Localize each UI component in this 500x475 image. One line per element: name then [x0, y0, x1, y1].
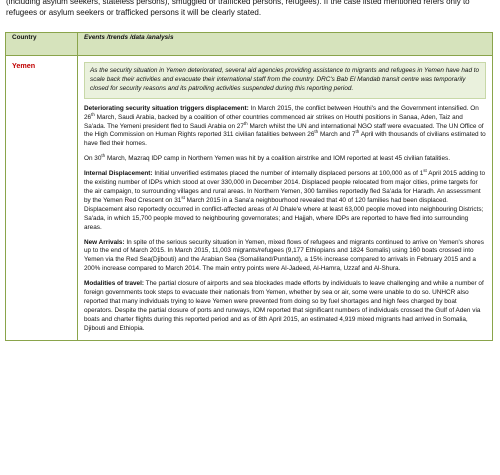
country-cell	[6, 56, 78, 341]
paragraph-modalities-of-travel: Modalities of travel: The partial closure of airports and sea blockades made efforts by individuals to leave challenging and while a number of foreign governments took steps to evacuate their nationals from Yemen, whether by sea or air, some were unable to do so. UNHCR also reported that many individuals trying to leave Yemen were prevented from doing so by fuel shortages and high fees charged by boat operators. Despite the partial closure of ports and runways, IOM reported that significant numbers of individuals crossed the Gulf of Aden via boats and charter flights during this reported period and as of 8th April 2015, an estimated 4,919 mixed migrants had arrived in Somalia, Djibouti and Ethiopia.	[84, 280, 484, 332]
paragraph-mazraq-camp: On 30th March, Mazraq IDP camp in Northern Yemen was hit by a coalition airstrike and IOM reported at least 45 civilian fatalities.	[84, 153, 450, 163]
intro-text	[6, 0, 492, 18]
country-name: Yemen	[12, 61, 36, 70]
paragraph-lead: Deteriorating security situation triggers displacement:	[84, 104, 249, 112]
paragraph-lead: New Arrivals:	[84, 238, 125, 246]
intro-line-1: (including asylum seekers, stateless persons), smuggled or trafficked persons, refugees). If the case listed mentioned refers only to	[6, 0, 470, 6]
intro-line-2: refugees or asylum seekers or trafficked persons it will be clearly stated.	[6, 8, 262, 17]
table-header-row	[6, 33, 493, 56]
events-column-header: Events /trends /data /analysis	[78, 33, 493, 56]
paragraph-internal-displacement: Internal Displacement: Initial unverified estimates placed the number of internally displaced persons at 100,000 as of 1st April 2015 adding to the existing number of IDPs which stood at over 330,000 in December 2014. Displaced people relocated from major cities, prime targets for the air campaign, to surrounding villages and rural areas. In Northern Yemen, 300 families reportedly fled Sa'ada for Haradh. An assessment by the Yemen Red Crescent on 31st March 2015 in a Sana'a neighbourhood revealed that 40 of 120 families had been displaced. Displacement also reportedly occurred in conflict-affected areas of Al Dhale'e where at least 63,000 people moved into neighbouring Districts; Sa'ada, in which 15,700 people moved to neighbouring governorates; and Hajjah, where IDPs are reported to have fled into surrounding areas.	[84, 168, 486, 231]
paragraph-lead: Modalities of travel:	[84, 280, 145, 288]
table-row	[6, 56, 493, 341]
events-cell	[78, 56, 493, 341]
paragraph-security-displacement: Deteriorating security situation triggers displacement: In March 2015, the conflict between Houthi's and the Government intensified. On 26th March, Saudi Arabia, backed by a coalition of other countries commenced air strikes on Houthi positions in Sanaa, Aden, Taiz and Sa'ada. The Yemeni president fled to Saudi Arabia on 27th March whilst the UN and international NGO staff were evacuated. The UN Office of the High Commission on Human Rights reported 311 civilian fatalities between 26th March and 7th April with thousands of civilians estimated to have fled their homes.	[84, 104, 486, 148]
summary-box: As the security situation in Yemen deteriorated, several aid agencies providing assistance to migrants and refugees in Yemen have had to scale back their activities and evacuate their international staff from the country. DRC's Bab El Mandab transit centre was temporarily closed for security reasons and its patrolling activities suspended during this reporting period.	[84, 62, 486, 99]
paragraph-lead: Internal Displacement:	[84, 170, 153, 178]
country-events-table	[5, 32, 493, 341]
country-column-header: Country	[6, 33, 78, 56]
paragraph-new-arrivals: New Arrivals: In spite of the serious security situation in Yemen, mixed flows of refugees and migrants continued to arrive on Yemen's shores up to the end of March 2015. In March 2015, 11,003 migrants/refugees (9,177 Ethiopians and 1824 Somalis) using 160 boats crossed into Yemen via the Red Sea(Djibouti) and the Arabian Sea (Somaliland/Puntland), a 15% increase compared to arrivals in February 2015 and a 200% increase compared to March 2014. The main entry points were Al-Jadeed, Al-Hamra, Uzzaf and Al-Shura.	[84, 238, 484, 273]
